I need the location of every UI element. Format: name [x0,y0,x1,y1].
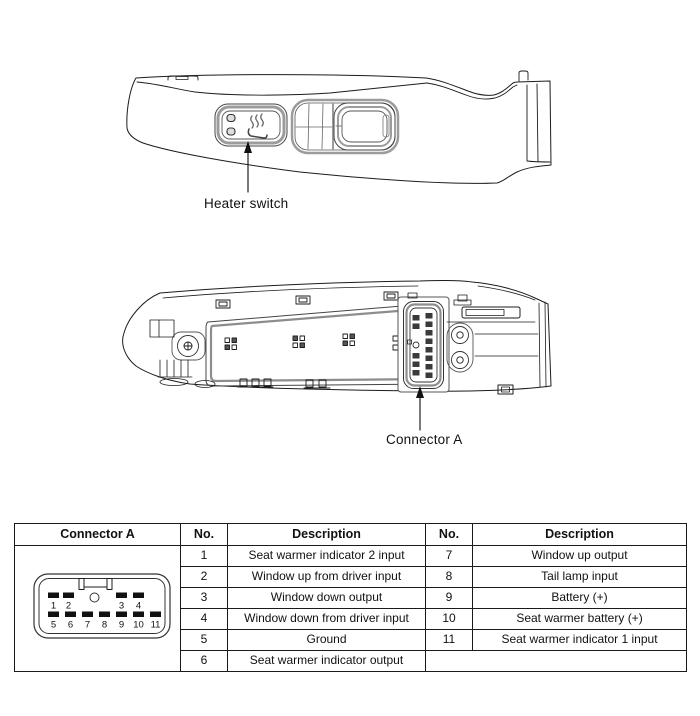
header-no-left: No. [181,524,228,546]
window-switch-knob [334,103,395,150]
heater-switch-arrow [244,141,252,192]
description-cell: Seat warmer indicator 2 input [228,546,426,567]
housing-top-tabs [216,292,398,308]
pin-number-cell: 4 [181,609,228,630]
description-cell: Seat warmer battery (+) [473,609,687,630]
description-cell: Window down output [228,588,426,609]
pin-number-cell: 3 [181,588,228,609]
header-desc-left: Description [228,524,426,546]
pin-number-label: 4 [135,600,142,611]
screw-bosses-right [447,323,473,372]
connector-a-pin-diagram [17,549,183,669]
pin-number-cell: 6 [181,651,228,672]
screw-boss-left [172,332,205,360]
heater-switch-label: Heater switch [204,196,289,211]
pin-number-label: 1 [50,600,57,611]
connector-key-notch [79,578,112,589]
header-desc-right: Description [473,524,687,546]
pin-number-label: 11 [150,619,161,630]
pin-number-label: 3 [118,600,125,611]
door-panel-front-view [127,71,551,192]
description-cell: Window up output [473,546,687,567]
description-cell: Seat warmer indicator output [228,651,426,672]
indicator-bar-1 [227,115,235,122]
front-panel-tab [519,71,528,81]
left-end-details [150,320,215,388]
table-header-row [15,524,687,546]
description-cell: Window up from driver input [228,567,426,588]
description-cell: Battery (+) [473,588,687,609]
description-cell: Ground [228,630,426,651]
table-row [15,546,687,567]
pin-number-cell: 10 [426,609,473,630]
bezel-grid [296,104,333,149]
description-cell: Seat warmer indicator 1 input [473,630,687,651]
connector-pinout-table [14,523,687,672]
pin-number-label: 7 [84,619,91,630]
pin-number-cell: 8 [426,567,473,588]
door-panel-back-view [123,280,551,430]
connector-a-pin-diagram-cell [15,546,181,672]
pin-number-cell: 2 [181,567,228,588]
right-cap-details [447,295,546,394]
pin-number-cell: 11 [426,630,473,651]
pin-number-cell: 9 [426,588,473,609]
pin-number-label: 10 [133,619,144,630]
pin-number-label: 8 [101,619,108,630]
description-cell: Tail lamp input [473,567,687,588]
connector-a [398,293,449,392]
empty-cell [426,651,687,672]
pin-number-cell: 1 [181,546,228,567]
connector-a-label: Connector A [386,432,463,447]
pin-number-cell: 7 [426,546,473,567]
window-switch-assembly [292,100,398,153]
seat-warmer-icon [248,114,267,138]
pin-number-cell: 5 [181,630,228,651]
description-cell: Window down from driver input [228,609,426,630]
pin-number-label: 2 [65,600,72,611]
front-panel-inner-contour [137,82,517,99]
pin-number-label: 6 [67,619,74,630]
front-panel-cap-lines [527,84,550,162]
pin-number-label: 9 [118,619,125,630]
solder-point-clusters [225,334,398,350]
pin-number-label: 5 [50,619,57,630]
heater-switch [215,104,287,146]
indicator-bar-2 [227,128,235,135]
header-no-right: No. [426,524,473,546]
header-connector-a: Connector A [15,524,181,546]
connector-a-arrow [416,386,424,430]
front-panel-clip-inner [176,77,188,80]
